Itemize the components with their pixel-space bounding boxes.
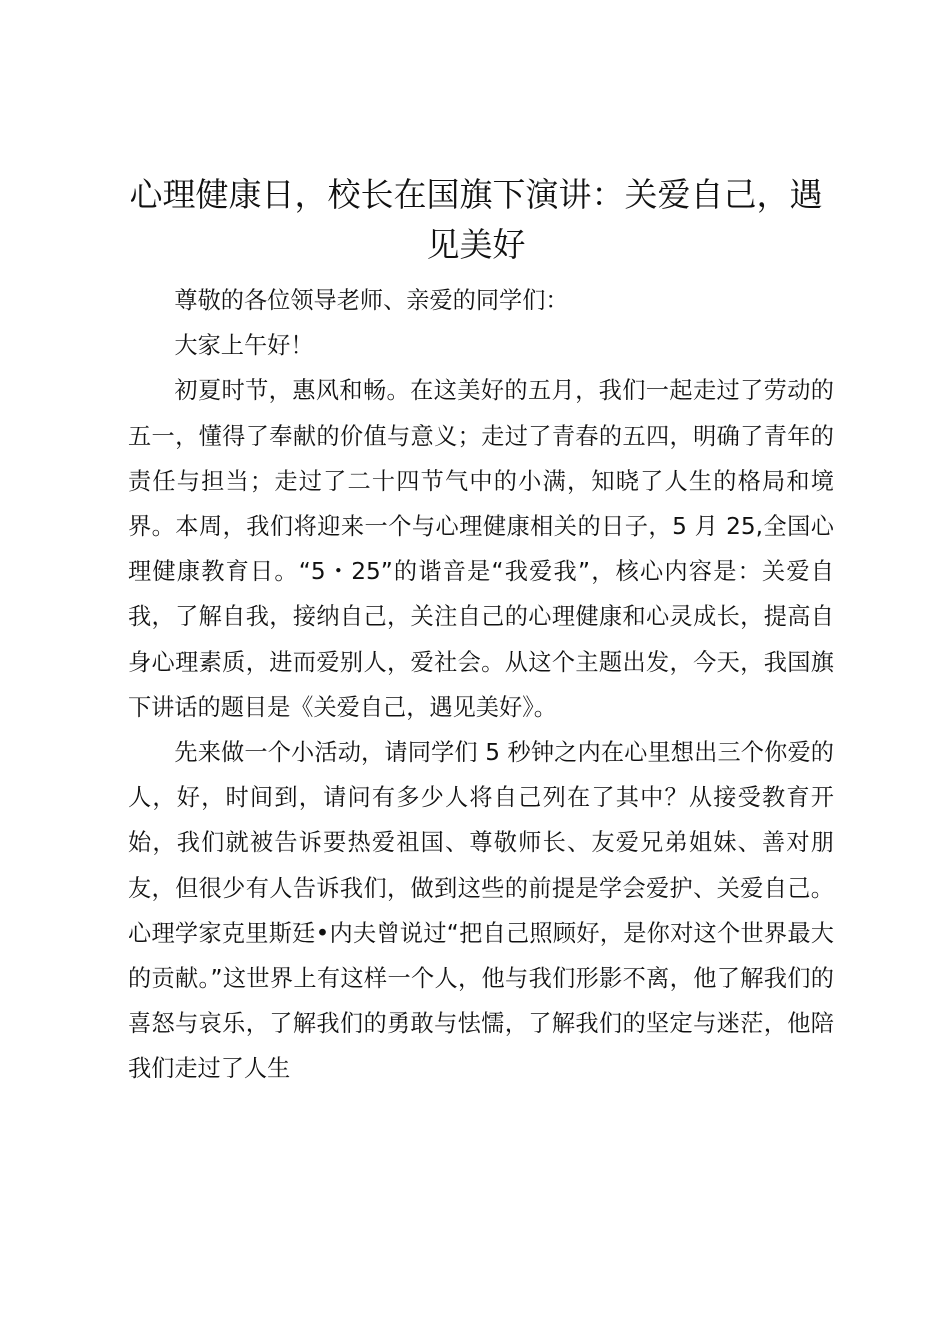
- document-title: 心理健康日，校长在国旗下演讲：关爱自己，遇见美好: [129, 175, 823, 264]
- document-body: [128, 278, 834, 1092]
- intro-paragraph: 初夏时节，惠风和畅。在这美好的五月，我们一起走过了劳动的五一，懂得了奉献的价值与意义；走过了青春的五四，明确了青年的责任与担当；走过了二十四节气中的小满，知晓了人生的格局和境界。本周，我们将迎来一个与心理健康相关的日子，5 月 25,全国心理健康教育日。“5・25”的谐音是“我爱我”，核心内容是：关爱自我，了解自我，接纳自己，关注自己的心理健康和心灵成长，提高自身心理素质，进而爱别人，爱社会。从这个主题出发，今天，我国旗下讲话的题目是《关爱自己，遇见美好》。: [128, 377, 834, 721]
- salutation-paragraph: 尊敬的各位领导老师、亲爱的同学们：: [174, 287, 569, 314]
- activity-paragraph: 先来做一个小活动，请同学们 5 秒钟之内在心里想出三个你爱的人，好，时间到，请问有多少人将自己列在了其中？从接受教育开始，我们就被告诉要热爱祖国、尊敬师长、友爱兄弟姐妹、善对朋友，但很少有人告诉我们，做到这些的前提是学会爱护、关爱自己。心理学家克里斯廷•内夫曾说过“把自己照顾好，是你对这个世界最大的贡献。”这世界上有这样一个人，他与我们形影不离，他了解我们的喜怒与哀乐，了解我们的勇敢与怯懦，了解我们的坚定与迷茫，他陪我们走过了人生: [128, 739, 834, 1083]
- greeting-paragraph: 大家上午好！: [174, 332, 314, 360]
